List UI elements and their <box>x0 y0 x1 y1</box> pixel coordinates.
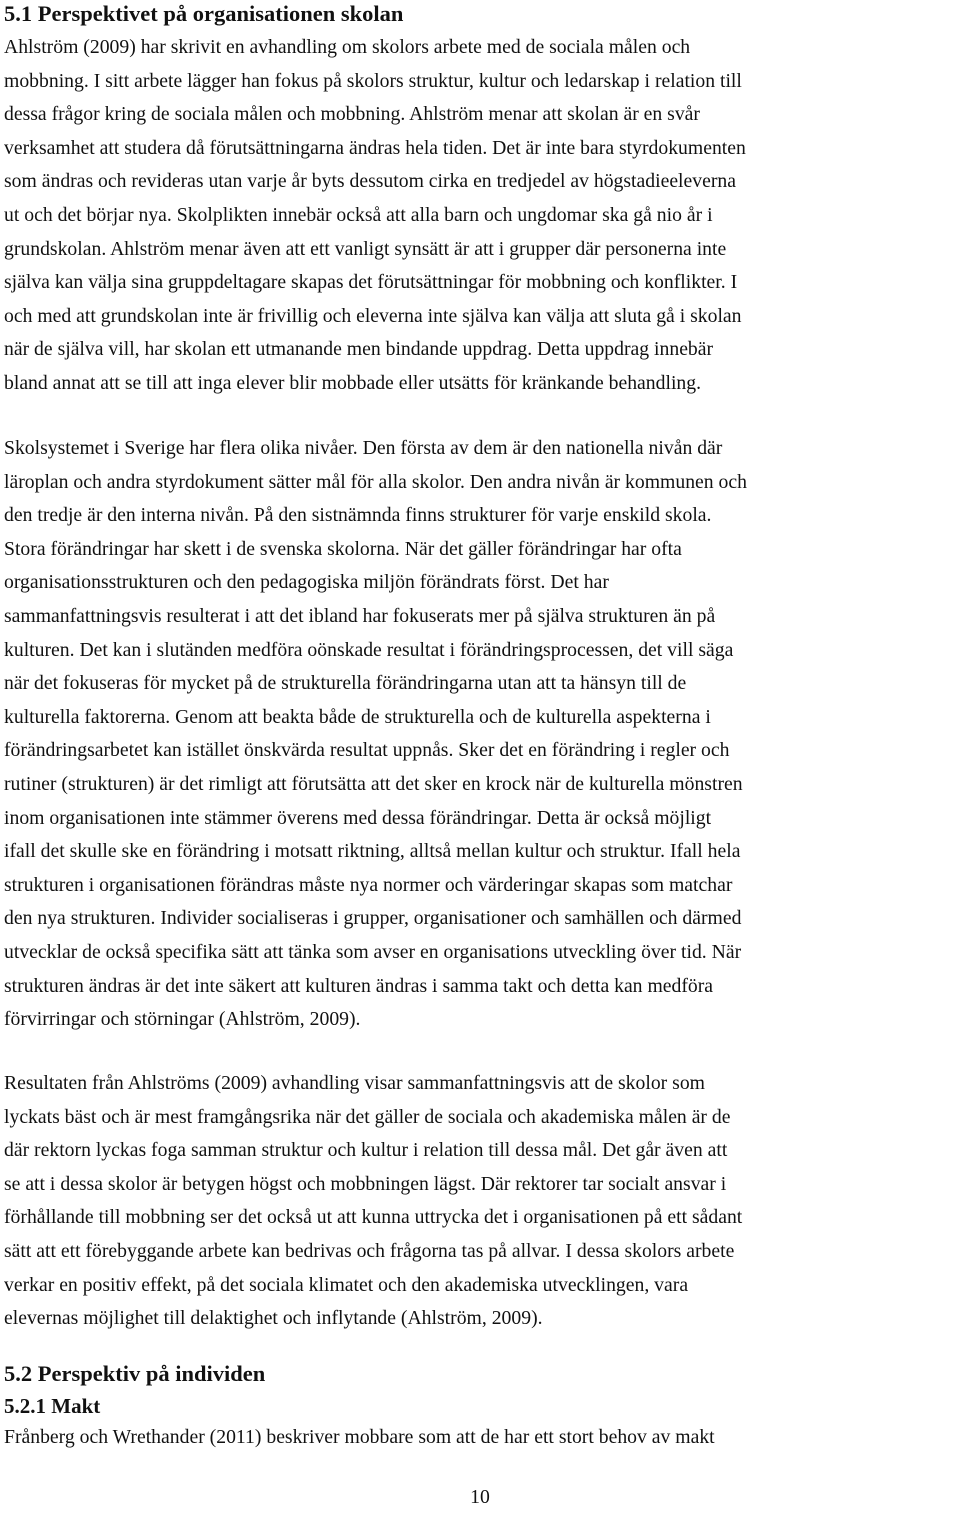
text-line: ut och det börjar nya. Skolplikten innebär också att alla barn och ungdomar ska gå nio år i <box>4 203 713 226</box>
text-line: själva kan välja sina gruppdeltagare skapas det förutsättningar för mobbning och konflikter. I <box>4 271 738 294</box>
subsection-heading-5-2-1: 5.2.1 Makt <box>4 1394 101 1418</box>
text-line: förhållande till mobbning ser det också ut att kunna uttrycka det i organisationen på ett sådant <box>4 1206 743 1229</box>
paragraph-3 <box>4 1067 742 1336</box>
text-line: ifall det skulle ske en förändring i motsatt riktning, alltså mellan kultur och struktur. Ifall hela <box>4 840 741 863</box>
text-line: förändringsarbetet kan istället önskvärda resultat uppnås. Sker det en förändring i regler och <box>4 739 730 762</box>
text-line: sammanfattningsvis resulterat i att det ibland har fokuserats mer på själva strukturen än på <box>4 604 716 627</box>
section-heading-5-2: 5.2 Perspektiv på individen <box>4 1361 266 1386</box>
text-line: bland annat att se till att inga elever blir mobbade eller utsätts för kränkande behandling. <box>4 371 702 394</box>
text-line: när det fokuseras för mycket på de strukturella förändringarna utan att ta hänsyn till de <box>4 672 687 695</box>
paragraph-4 <box>4 1421 715 1455</box>
text-line: mobbning. I sitt arbete lägger han fokus på skolors struktur, kultur och ledarskap i relation till <box>4 69 742 92</box>
text-line: där rektorn lyckas foga samman struktur och kultur i relation till dessa mål. Det går även att <box>4 1139 728 1162</box>
text-line: Ahlström (2009) har skrivit en avhandling om skolors arbete med de sociala målen och <box>4 36 691 58</box>
text-line: kulturella faktorerna. Genom att beakta både de strukturella och de kulturella aspekterna i <box>4 705 711 728</box>
text-line: strukturen i organisationen förändras måste nya normer och värderingar skapas som matchar <box>4 873 733 896</box>
text-line: den nya strukturen. Individer socialiseras i grupper, organisationer och samhällen och därmed <box>4 907 742 930</box>
text-line: Frånberg och Wrethander (2011) beskriver mobbare som att de har ett stort behov av makt <box>4 1426 715 1448</box>
text-line: den tredje är den interna nivån. På den sistnämnda finns strukturer för varje enskild skola. <box>4 504 712 527</box>
text-line: rutiner (strukturen) är det rimligt att förutsätta att det sker en krock när de kulturella mönstren <box>4 772 743 795</box>
text-line: verksamhet att studera då förutsättningarna ändras hela tiden. Det är inte bara styrdokumenten <box>4 136 746 159</box>
paragraph-1 <box>4 31 746 401</box>
text-line: Stora förändringar har skett i de svenska skolorna. När det gäller förändringar har ofta <box>4 537 682 560</box>
text-line: strukturen ändras är det inte säkert att kulturen ändras i samma takt och detta kan medföra <box>4 974 714 997</box>
page-number: 10 <box>470 1486 490 1508</box>
text-line: elevernas möjlighet till delaktighet och inflytande (Ahlström, 2009). <box>4 1307 543 1330</box>
text-line: när de själva vill, har skolan ett utmanande men bindande uppdrag. Detta uppdrag innebär <box>4 338 714 361</box>
section-heading-5-1: 5.1 Perspektivet på organisationen skolan <box>4 1 404 26</box>
text-line: organisationsstrukturen och den pedagogiska miljön förändrats först. Det har <box>4 571 609 594</box>
text-line: verkar en positiv effekt, på det sociala klimatet och den akademiska utvecklingen, vara <box>4 1273 689 1296</box>
paragraph-2 <box>4 432 747 1037</box>
text-line: Skolsystemet i Sverige har flera olika nivåer. Den första av dem är den nationella nivån där <box>4 437 723 459</box>
text-line: och med att grundskolan inte är frivillig och eleverna inte själva kan välja att sluta gå i skolan <box>4 304 742 327</box>
text-line: lyckats bäst och är mest framgångsrika när det gäller de sociala och akademiska målen är de <box>4 1105 731 1128</box>
text-line: kulturen. Det kan i slutänden medföra oönskade resultat i förändringsprocessen, det vill säga <box>4 638 734 661</box>
text-line: grundskolan. Ahlström menar även att ett vanligt synsätt är att i grupper där personerna inte <box>4 237 727 260</box>
text-line: förvirringar och störningar (Ahlström, 2009). <box>4 1008 361 1031</box>
text-line: utvecklar de också specifika sätt att tänka som avser en organisations utveckling över tid. När <box>4 940 742 963</box>
text-line: som ändras och revideras utan varje år byts dessutom cirka en tredjedel av högstadieeleverna <box>4 170 736 193</box>
text-line: inom organisationen inte stämmer överens med dessa förändringar. Detta är också möjligt <box>4 806 712 829</box>
text-line: dessa frågor kring de sociala målen och mobbning. Ahlström menar att skolan är en svår <box>4 103 700 126</box>
text-line: se att i dessa skolor är betygen högst och mobbningen lägst. Där rektorer tar socialt ansvar i <box>4 1172 727 1195</box>
text-line: Resultaten från Ahlströms (2009) avhandling visar sammanfattningsvis att de skolor som <box>4 1072 705 1094</box>
text-line: sätt att ett förebyggande arbete kan bedrivas och frågorna tas på allvar. I dessa skolors arbete <box>4 1239 735 1262</box>
text-line: läroplan och andra styrdokument sätter mål för alla skolor. Den andra nivån är kommunen och <box>4 470 747 493</box>
